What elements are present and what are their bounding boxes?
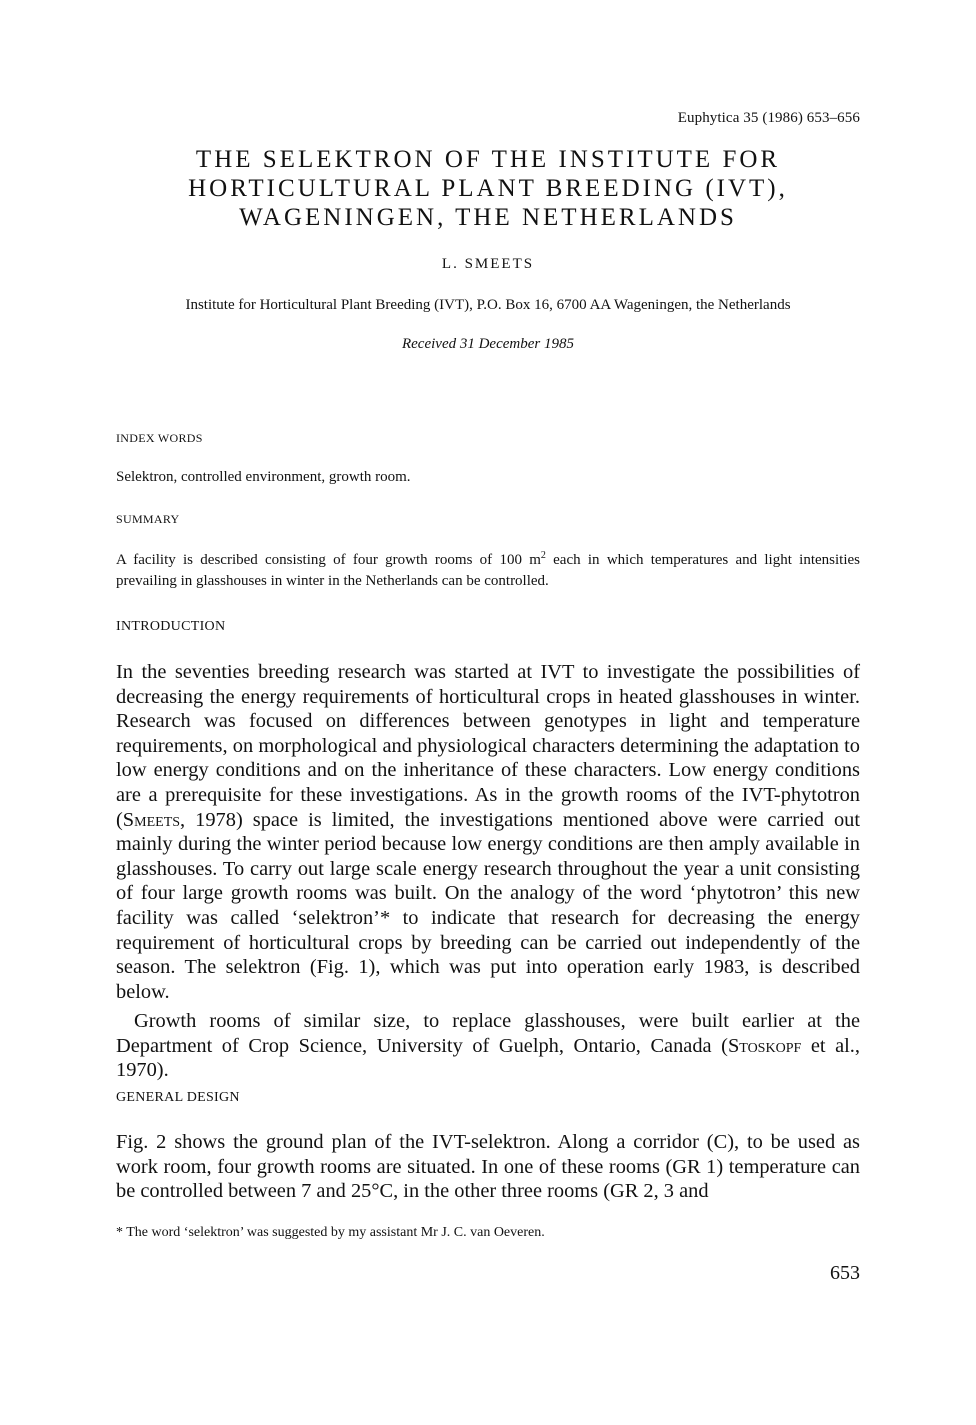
- author: L. SMEETS: [441, 256, 535, 272]
- intro-p1-text-b: , 1978) space is limited, the investigations mentioned above were carried out mainly during the winter period because low energy conditions are then amply available in glasshouses. To carry out large scale energy research throughout the year a unit consisting of four large growth rooms was built. On the analogy of the word ‘phytotron’ this new facility was called ‘selektron’* to indicate that research for decreasing the energy requirement of horticultural crops by breeding can be carried out independently of the season. The selektron (Fig. 1), which was put into operation early 1983, is described below.: [116, 808, 860, 1003]
- introduction-paragraph-1: [116, 660, 860, 1004]
- index-words-text: Selektron, controlled environment, growth room.: [116, 469, 411, 485]
- summary-text: [116, 545, 860, 592]
- title-line-2: HORTICULTURAL PLANT BREEDING (IVT),: [188, 175, 788, 202]
- intro-p2-text-b: et al., 1970).: [116, 1034, 860, 1082]
- general-design-heading: GENERAL DESIGN: [116, 1090, 240, 1105]
- page-number: 653: [830, 1262, 860, 1284]
- citation-smeets: Smeets: [122, 808, 181, 831]
- footnote: * The word ‘selektron’ was suggested by my assistant Mr J. C. van Oeveren.: [116, 1225, 545, 1240]
- introduction-heading: INTRODUCTION: [116, 619, 226, 634]
- introduction-paragraph-2: [116, 1009, 860, 1083]
- title-line-1: THE SELEKTRON OF THE INSTITUTE FOR: [195, 146, 781, 173]
- intro-p1-text-a: In the seventies breeding research was started at IVT to investigate the possibilities of decreasing the energy requirements of horticultural crops in heated glasshouses in winter. Research was focused on differences between genotypes in light and temperature requirements, on morphological and physiological characters determining the adaptation to low energy conditions and on the inheritance of these characters. Low energy conditions are a prerequisite for these investigations. As in the growth rooms of the IVT-phytotron (: [116, 661, 860, 831]
- intro-p2-text-a: Growth rooms of similar size, to replace glasshouses, were built earlier at the Department of Crop Science, University of Guelph, Ontario, Canada (: [116, 1010, 860, 1057]
- title-line-3: WAGENINGEN, THE NETHERLANDS: [239, 204, 737, 231]
- superscript-2: 2: [540, 550, 546, 561]
- journal-reference: Euphytica 35 (1986) 653–656: [677, 110, 860, 126]
- general-design-paragraph: Fig. 2 shows the ground plan of the IVT-selektron. Along a corridor (C), to be used as work room, four growth rooms are situated. In one of these rooms (GR 1) temperature can be controlled between 7 and 25°C, in the other three rooms (GR 2, 3 and: [116, 1131, 860, 1203]
- received-date: Received 31 December 1985: [401, 336, 574, 352]
- affiliation: Institute for Horticultural Plant Breeding (IVT), P.O. Box 16, 6700 AA Wageningen, the Netherlands: [185, 297, 791, 313]
- index-words-heading: INDEX WORDS: [116, 431, 203, 445]
- citation-stoskopf: Stoskopf: [727, 1034, 802, 1057]
- summary-heading: SUMMARY: [116, 512, 180, 526]
- summary-text-end: each in which temperatures and light intensities prevailing in glasshouses in winter in the Netherlands can be controlled.: [116, 552, 860, 589]
- paper-title: [116, 145, 860, 232]
- summary-text-start: A facility is described consisting of four growth rooms of 100 m: [116, 552, 541, 568]
